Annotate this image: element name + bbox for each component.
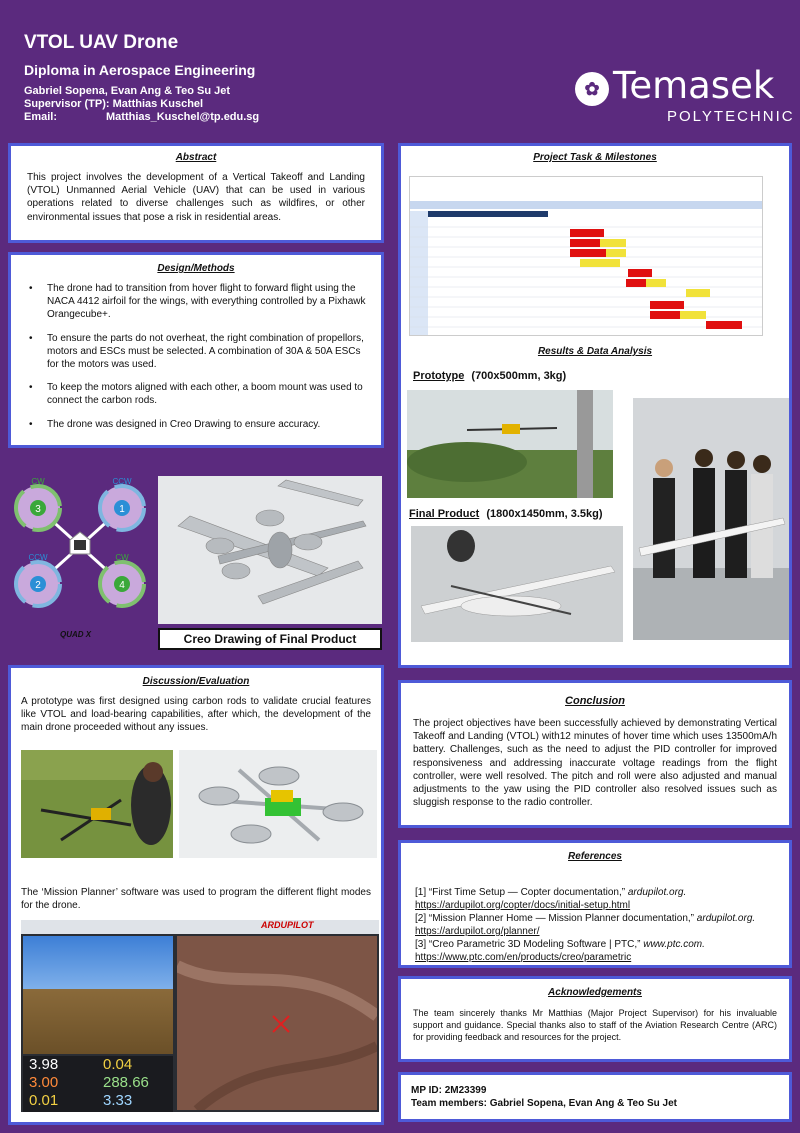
supervisor: Supervisor (TP): Matthias Kuschel <box>24 98 204 110</box>
motor-1-dir: CCW <box>112 477 132 486</box>
prototype-label: Prototype <box>413 370 465 382</box>
temasek-logo <box>575 64 795 128</box>
final-label: Final Product <box>409 508 480 520</box>
creo-drone-svg <box>158 476 382 624</box>
mp-value: 0.01 <box>29 1092 59 1109</box>
prototype-build-photo <box>21 750 173 858</box>
acknowledgements-title: Acknowledgements <box>548 987 642 998</box>
mp-value: 3.33 <box>103 1092 133 1109</box>
creo-drawing-image <box>158 476 382 624</box>
authors: Gabriel Sopena, Evan Ang & Teo Su Jet <box>24 85 230 97</box>
final-product-svg <box>411 526 623 642</box>
mp-map <box>177 936 377 1110</box>
quad-x-caption: QUAD X <box>60 630 92 639</box>
motor-4-dir: CW <box>115 553 129 562</box>
tasks-results-panel <box>398 143 792 668</box>
abstract-panel <box>8 143 384 243</box>
motor-2-num: 2 <box>35 580 41 591</box>
tasks-title: Project Task & Milestones <box>533 152 657 163</box>
reference-item: [3] “Creo Parametric 3D Modeling Software | PTC,” www.ptc.com. <box>415 939 705 950</box>
reference-url[interactable]: https://ardupilot.org/planner/ <box>415 926 540 937</box>
email-label: Email: <box>24 111 58 123</box>
design-bullet: • To keep the motors aligned with each other, a boom mount was used to connect the carbon rods. <box>23 381 369 407</box>
email[interactable]: Matthias_Kuschel@tp.edu.sg <box>106 111 260 123</box>
footer-panel <box>398 1072 792 1122</box>
discussion-title: Discussion/Evaluation <box>142 676 250 687</box>
prototype-build-svg <box>21 750 173 858</box>
quad-x-diagram <box>10 476 150 616</box>
mp-value: 3.98 <box>29 1056 59 1073</box>
acknowledgements-panel <box>398 976 792 1062</box>
team-photo-svg <box>633 398 789 640</box>
mp-hud <box>23 936 173 1054</box>
conclusion-text: The project objectives have been successfully achieved by demonstrating Vertical Takeoff and Landing (VTOL) with12 minutes of hover time which uses 13500mA/h battery. Challenges, such as the need to adjust the PID controller for improved responsiveness and addressing inaccurate voltage readings from the flight controller, were well resolved. The pitch and roll were also adjusted and manual adjustments to the yaw using the PID controller also resolved issues such as sluggish response to the radio controller. <box>413 718 777 809</box>
team-photo <box>633 398 789 640</box>
mission-planner-screenshot <box>21 920 379 1112</box>
reference-url[interactable]: https://www.ptc.com/en/products/creo/parametric <box>415 952 632 963</box>
design-bullet: • The drone had to transition from hover flight to forward flight using the NACA 4412 airfoil for the wings, with everything controlled by a Pixhawk Orangecube+. <box>23 282 369 322</box>
results-title: Results & Data Analysis <box>537 346 653 357</box>
team-members: Team members: Gabriel Sopena, Evan Ang & Teo Su Jet <box>411 1098 677 1109</box>
design-panel <box>8 252 384 448</box>
discussion-panel <box>8 665 384 1125</box>
mp-quick-panel <box>23 1056 173 1112</box>
motor-3-num: 3 <box>35 504 41 515</box>
mp-value: 288.66 <box>103 1074 149 1091</box>
logo-sub: POLYTECHNIC <box>667 108 795 125</box>
design-bullets <box>23 282 369 431</box>
gantt-svg <box>410 177 763 336</box>
prototype-label-row <box>413 370 566 382</box>
logo-name: Temasek <box>613 64 775 107</box>
motor-4-num: 4 <box>119 580 125 591</box>
prototype-spec: (700x500mm, 3kg) <box>471 370 567 382</box>
final-spec: (1800x1450mm, 3.5kg) <box>486 508 603 520</box>
abstract-title: Abstract <box>175 152 217 163</box>
motor-2-dir: CCW <box>28 553 48 562</box>
mission-planner-text: The ‘Mission Planner’ software was used to program the different flight modes for the drone. <box>21 887 371 912</box>
discussion-text: A prototype was first designed using carbon rods to validate crucial features like VTOL and load-bearing capabilities, after which, the development of the main drone proceeded without any issues. <box>21 696 371 734</box>
conclusion-title: Conclusion <box>565 695 625 707</box>
gantt-chart-image <box>409 176 763 336</box>
prototype-flight-svg <box>407 390 613 498</box>
abstract-text: This project involves the development of a Vertical Takeoff and Landing (VTOL) Unmanned Aerial Vehicle (UAV) that can be used in various operations related to diverse challenges such as wildfires, or other environmental issues that pose a risk in residential areas. <box>27 172 365 223</box>
mp-logo: ARDUPILOT <box>261 920 314 930</box>
reference-url[interactable]: https://ardupilot.org/copter/docs/initial-setup.html <box>415 900 631 911</box>
reference-item: [2] “Mission Planner Home — Mission Planner documentation,” ardupilot.org. <box>415 913 756 924</box>
mp-map-svg <box>177 936 377 1110</box>
conclusion-panel <box>398 680 792 828</box>
final-label-row <box>409 508 603 520</box>
poster-subtitle: Diploma in Aerospace Engineering <box>24 62 256 78</box>
mp-toolbar <box>21 920 379 934</box>
design-bullet: • To ensure the parts do not overheat, the right combination of propellors, motors and ESCs must be selected. A combination of 30A & 50A ESCs for the motors was used. <box>23 332 369 372</box>
prototype-flight-photo <box>407 390 613 498</box>
design-bullet: • The drone was designed in Creo Drawing to ensure accuracy. <box>23 418 369 431</box>
motor-3-dir: CW <box>31 477 45 486</box>
mp-id: MP ID: 2M23399 <box>411 1085 487 1096</box>
references-panel <box>398 840 792 968</box>
final-product-photo <box>411 526 623 642</box>
acknowledgements-text: The team sincerely thanks Mr Matthias (Major Project Supervisor) for his invaluable support and guidance. Special thanks also to staff of the Aviation Research Centre (ARC) for providing feedback and resources for the project. <box>413 1008 777 1042</box>
mp-value: 0.04 <box>103 1056 133 1073</box>
prototype-cad-svg <box>179 750 377 858</box>
quad-x-svg <box>10 476 150 616</box>
reference-item: [1] “First Time Setup — Copter documentation,” ardupilot.org. <box>415 887 687 898</box>
mp-value: 3.00 <box>29 1074 59 1091</box>
poster-title: VTOL UAV Drone <box>24 32 179 53</box>
creo-caption: Creo Drawing of Final Product <box>158 628 382 650</box>
prototype-cad-image <box>179 750 377 858</box>
motor-1-num: 1 <box>119 504 125 515</box>
design-title: Design/Methods <box>157 263 235 274</box>
references-title: References <box>568 851 622 862</box>
temasek-emblem-icon: ✿ <box>575 72 609 106</box>
references-list <box>415 886 775 964</box>
